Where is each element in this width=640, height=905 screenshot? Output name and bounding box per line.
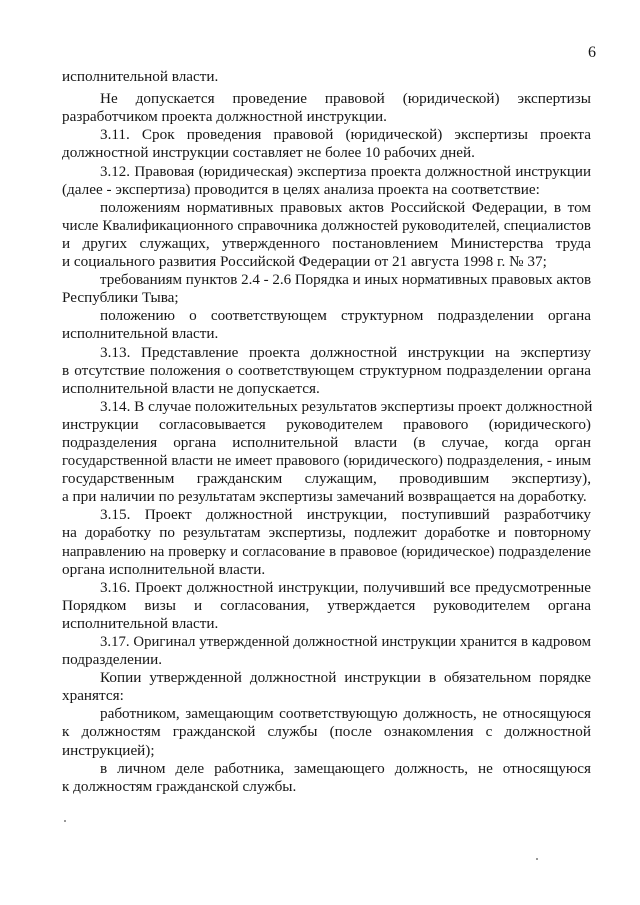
text-line: положениям нормативных правовых актов Российской Федерации, в том bbox=[100, 199, 591, 216]
text-line: Порядком визы и согласования, утверждается руководителем органа bbox=[62, 597, 591, 614]
text-line: в личном деле работника, замещающего должность, не относящуюся bbox=[100, 760, 591, 777]
text-line: к должностям гражданской службы. bbox=[62, 778, 297, 795]
scan-speck bbox=[536, 858, 538, 860]
text-line: государственным гражданским служащим, проводившим экспертизу), bbox=[62, 470, 591, 487]
text-line: 3.12. Правовая (юридическая) экспертиза проекта должностной инструкции bbox=[100, 164, 591, 180]
text-line: разработчиком проекта должностной инструкции. bbox=[62, 108, 387, 125]
text-line: исполнительной власти. bbox=[62, 68, 219, 85]
text-line: исполнительной власти не допускается. bbox=[62, 380, 320, 397]
text-line: Не допускается проведение правовой (юридической) экспертизы bbox=[100, 90, 591, 107]
scan-speck bbox=[64, 820, 66, 822]
text-line: числе Квалификационного справочника должностей руководителей, специалистов bbox=[62, 218, 591, 234]
text-line: на доработку по результатам экспертизы, подлежит доработке и повторному bbox=[62, 524, 591, 541]
text-line: 3.15. Проект должностной инструкции, поступивший разработчику bbox=[100, 506, 591, 523]
text-line: инструкции согласовывается руководителем правового (юридического) bbox=[62, 416, 591, 433]
text-line: Республики Тыва; bbox=[62, 289, 179, 306]
text-line: государственной власти не имеет правового (юридического) подразделения, - иным bbox=[62, 453, 591, 469]
text-line: положению о соответствующем структурном подразделении органа bbox=[100, 307, 591, 324]
text-line: направлению на проверку и согласование в правовое (юридическое) подразделение bbox=[62, 544, 591, 560]
text-line: и социального развития Российской Федерации от 21 августа 1998 г. № 37; bbox=[62, 253, 547, 270]
text-line: 3.13. Представление проекта должностной инструкции на экспертизу bbox=[100, 344, 591, 361]
text-line: Копии утвержденной должностной инструкции в обязательном порядке bbox=[100, 669, 591, 686]
text-line: а при наличии по результатам экспертизы замечаний возвращается на доработку. bbox=[62, 488, 587, 505]
text-line: подразделения органа исполнительной власти (в случае, когда орган bbox=[62, 434, 591, 451]
text-line: (далее - экспертиза) проводится в целях анализа проекта на соответствие: bbox=[62, 181, 540, 198]
text-line: органа исполнительной власти. bbox=[62, 561, 266, 578]
text-line: 3.17. Оригинал утвержденной должностной инструкции хранится в кадровом bbox=[100, 634, 591, 650]
text-line: исполнительной власти. bbox=[62, 325, 219, 342]
text-line: в отсутствие положения о соответствующем структурном подразделении органа bbox=[62, 362, 591, 379]
page-number: 6 bbox=[588, 44, 596, 61]
text-line: 3.11. Срок проведения правовой (юридической) экспертизы проекта bbox=[100, 126, 591, 143]
text-line: должностной инструкции составляет не более 10 рабочих дней. bbox=[62, 144, 475, 161]
text-line: 3.14. В случае положительных результатов экспертизы проект должностной bbox=[100, 398, 593, 415]
text-line: к должностям гражданской службы (после ознакомления с должностной bbox=[62, 723, 591, 740]
text-line: требованиям пунктов 2.4 - 2.6 Порядка и иных нормативных правовых актов bbox=[100, 272, 592, 288]
text-line: исполнительной власти. bbox=[62, 615, 219, 632]
text-line: 3.16. Проект должностной инструкции, получивший все предусмотренные bbox=[100, 579, 591, 596]
text-line: работником, замещающим соответствующую должность, не относящуюся bbox=[100, 705, 591, 722]
text-line: инструкцией); bbox=[62, 742, 155, 759]
text-line: подразделении. bbox=[62, 651, 163, 668]
text-line: хранятся: bbox=[62, 687, 124, 704]
text-line: и других служащих, утвержденного постановлением Министерства труда bbox=[62, 235, 591, 252]
